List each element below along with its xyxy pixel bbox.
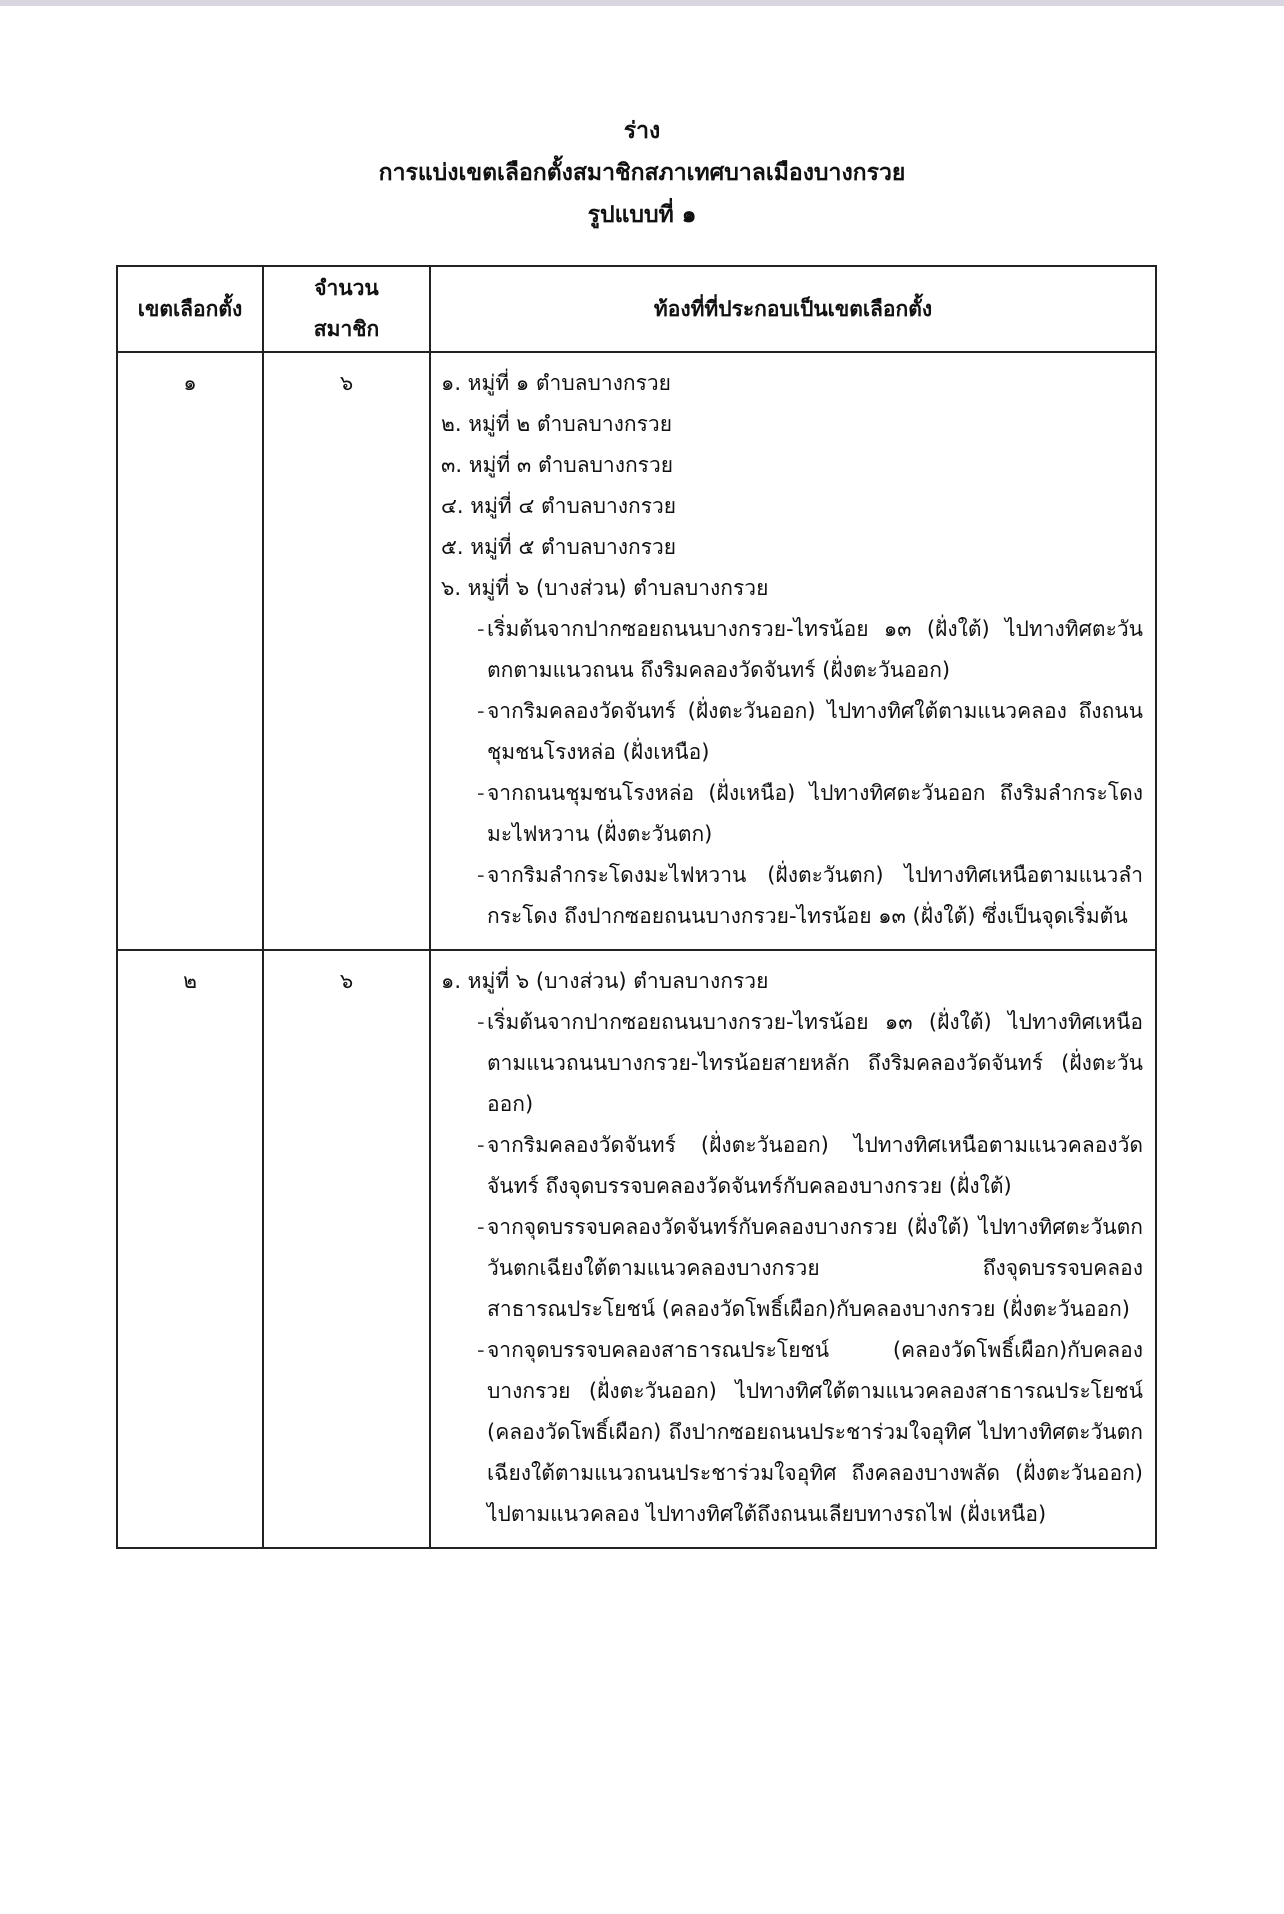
dash-bullet: - (477, 1010, 485, 1034)
boundary-text: จากริมคลองวัดจันทร์ (ฝั่งตะวันออก) ไปทางทิศใต้ตามแนวคลอง ถึงถนนชุมชนโรงหล่อ (ฝั่งเหนือ) (487, 699, 1143, 764)
member-count: ๖ (263, 352, 430, 950)
boundary-item (441, 1330, 1143, 1535)
dash-bullet: - (477, 617, 485, 641)
list-item: ๖. หมู่ที่ ๖ (บางส่วน) ตำบลบางกรวย (441, 576, 769, 600)
area-cell (430, 352, 1156, 950)
list-item: ๓. หมู่ที่ ๓ ตำบลบางกรวย (441, 453, 674, 477)
list-item: ๑. หมู่ที่ ๑ ตำบลบางกรวย (441, 371, 671, 395)
table-row (117, 950, 1156, 1548)
table-row (117, 352, 1156, 950)
dash-bullet: - (477, 1338, 485, 1362)
dash-bullet: - (477, 1133, 485, 1157)
boundary-text: จากถนนชุมชนโรงหล่อ (ฝั่งเหนือ) ไปทางทิศตะวันออก ถึงริมลำกระโดงมะไฟหวาน (ฝั่งตะวันตก) (487, 781, 1143, 846)
boundary-text: จากจุดบรรจบคลองวัดจันทร์กับคลองบางกรวย (ฝั่งใต้) ไปทางทิศตะวันตกวันตกเฉียงใต้ตามแนวคลองบางกรวย ถึงจุดบรรจบคลองสาธารณประโยชน์ (คลองวัดโพธิ์เผือก)กับคลองบางกรวย (ฝั่งตะวันออก) (487, 1215, 1143, 1321)
list-item: ๑. หมู่ที่ ๖ (บางส่วน) ตำบลบางกรวย (441, 969, 769, 993)
boundary-text: เริ่มต้นจากปากซอยถนนบางกรวย-ไทรน้อย ๑๓ (ฝั่งใต้) ไปทางทิศเหนือตามแนวถนนบางกรวย-ไทรน้อยสายหลัก ถึงริมคลองวัดจันทร์ (ฝั่งตะวันออก) (487, 1010, 1143, 1116)
header-members-line1: จำนวน (314, 276, 379, 300)
district-number: ๒ (117, 950, 263, 1548)
list-item: ๕. หมู่ที่ ๕ ตำบลบางกรวย (441, 535, 677, 559)
dash-bullet: - (477, 1215, 485, 1239)
header-areas: ท้องที่ที่ประกอบเป็นเขตเลือกตั้ง (430, 266, 1156, 352)
area-cell (430, 950, 1156, 1548)
dash-bullet: - (477, 781, 485, 805)
dash-bullet: - (477, 699, 485, 723)
header-members (263, 266, 430, 352)
boundary-item (441, 855, 1143, 937)
list-item: ๒. หมู่ที่ ๒ ตำบลบางกรวย (441, 412, 673, 436)
dash-bullet: - (477, 863, 485, 887)
boundary-text: จากริมลำกระโดงมะไฟหวาน (ฝั่งตะวันตก) ไปทางทิศเหนือตามแนวลำกระโดง ถึงปากซอยถนนบางกรวย-ไทรน้อย ๑๓ (ฝั่งใต้) ซึ่งเป็นจุดเริ่มต้น (487, 863, 1143, 928)
boundary-item (441, 773, 1143, 855)
district-number: ๑ (117, 352, 263, 950)
boundary-item (441, 1002, 1143, 1125)
member-count: ๖ (263, 950, 430, 1548)
boundary-text: จากจุดบรรจบคลองสาธารณประโยชน์ (คลองวัดโพธิ์เผือก)กับคลองบางกรวย (ฝั่งตะวันออก) ไปทางทิศใต้ตามแนวคลองสาธารณประโยชน์ (คลองวัดโพธิ์เผือก) ถึงปากซอยถนนประชาร่วมใจอุทิศ ไปทางทิศตะวันตกเฉียงใต้ตามแนวถนนประชาร่วมใจอุทิศ ถึงคลองบางพลัด (ฝั่งตะวันออก) ไปตามแนวคลอง ไปทางทิศใต้ถึงถนนเลียบทางรถไฟ (ฝั่งเหนือ) (487, 1338, 1143, 1526)
format-label: รูปแบบที่ ๑ (587, 202, 697, 228)
header-members-line2: สมาชิก (313, 317, 380, 341)
boundary-item (441, 609, 1143, 691)
document-title: การแบ่งเขตเลือกตั้งสมาชิกสภาเทศบาลเมืองบางกรวย (378, 160, 906, 186)
boundary-item (441, 691, 1143, 773)
page-top-edge (0, 0, 1284, 6)
boundary-item (441, 1125, 1143, 1207)
district-table (116, 265, 1157, 1549)
header-district: เขตเลือกตั้ง (117, 266, 263, 352)
list-item: ๔. หมู่ที่ ๔ ตำบลบางกรวย (441, 494, 677, 518)
document-heading (0, 110, 1284, 236)
boundary-text: จากริมคลองวัดจันทร์ (ฝั่งตะวันออก) ไปทางทิศเหนือตามแนวคลองวัดจันทร์ ถึงจุดบรรจบคลองวัดจันทร์กับคลองบางกรวย (ฝั่งใต้) (487, 1133, 1143, 1198)
table-header-row (117, 266, 1156, 352)
boundary-text: เริ่มต้นจากปากซอยถนนบางกรวย-ไทรน้อย ๑๓ (ฝั่งใต้) ไปทางทิศตะวันตกตามแนวถนน ถึงริมคลองวัดจันทร์ (ฝั่งตะวันออก) (487, 617, 1143, 682)
draft-label: ร่าง (623, 118, 661, 144)
boundary-item (441, 1207, 1143, 1330)
